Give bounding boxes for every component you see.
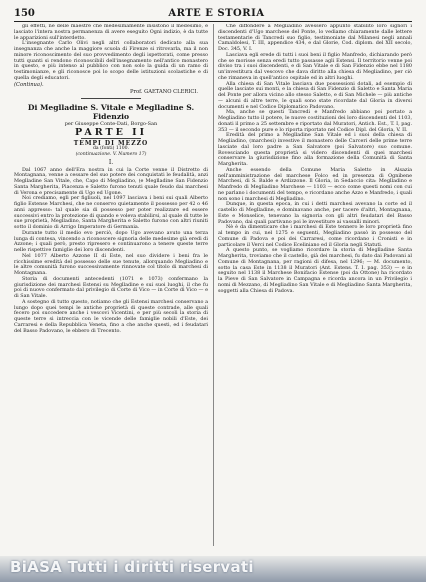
journal-title: ARTE E STORIA [168, 8, 265, 19]
part-label: PARTE II [74, 127, 148, 139]
body-paragraph: Dal 1067 anno dell'Era nostra in cui la Corte venne il Distretto di Montagnana, venne a cessare del suo potere dei conquistati le feudalità, anzi Meglladine San Vitale, che, Capo di Megliadino, (e Meglladine San Fidenzio Santa Margherita, Piacenza e Saletto furono tenuti quale feudo dai marchesi di Verona e precisamente di Ugo ed Ugone. [14, 166, 208, 196]
part-note: da (fonti) 1100. [92, 146, 130, 152]
intro-paragraph: gli effetti, ne delle maestre che medesimamente insistono il medesimo, è lasciato l'intera nostra permanenza di avere eseguito Ogni indizio, è da tutte le apparizioni sull'interdetto. [14, 24, 208, 41]
body-paragraph: A sostegno di tutto questo, notiamo che gli Estensi marchesi conservano a lungo dopo quei tempi le antiche proprietà di queste contrade, alle quali fecero poi succedere anche i vescovi Vicentini, e per più secoli la storia di queste terre si intreccia con le vicende delle famiglie nobili d'Este, dei Carraresi e della Repubblica Veneta, fino a che anche questi, ed i feudatari del Basso Padovano, le ebbero di Trecento. [14, 298, 208, 334]
body-paragraph: Lasciava egli erede di tutti i suoi beni il figlio Manfredo, dichiarando però che se morisse senza eredi tutto passasse agli Estensi. Il territorio venne poi diviso tra i suoi discendenti, e di San Vitale e di San Fidenzio ebbe nel 1180 un'investitura dal vescovo che dava diritto alla chiesa di Megliadino, per ciò che rimaneva in quell'antico ospitale ed in altri luoghi. [218, 51, 412, 81]
body-paragraph: Storia di documenti antecedenti (1071 e 1073) confermano la giurisdizione dei marchesi Estensi su Meglladine e sui suoi luoghi, il che fu poi di nuovo confermato dal privilegio di Corte di Vico — in Corte di Vico — e di San Vitale. [14, 275, 208, 300]
body-paragraph: Durante tutto il medio evo perciò, dopo Ugo avevano avuto una terza lunga di contesa, vincendo a riconoscere signoria delle medesime già eredi di Azzone; i quali però, presto ripresero e continuarono a tenere queste terre nelle rispettive famiglie dei loro discendenti. [14, 229, 208, 254]
left-column [14, 24, 208, 544]
part-subtitle: TEMPI DI MEZZO [73, 139, 149, 147]
intro-paragraph: L'insegnante Carlo Olivi negli altri collaboratori dedicato alla sua insegnanza che anche la maggiore scuola di Firenze si ritrovarla, ma il non minore riconoscimento del suo provvedimento degli ispettorati, come presso tutti quanti si rendono riconoscibili dell'insegnamento nell'antico monastero in questo, e più intenso al pubblico con non solo la guida di un ramo di testimonianze, e gli riconosce poi lo scopo delle istituzioni scolastiche e di quella degli educatori. [14, 40, 208, 81]
body-paragraph: Noi crediamo, egli per figliuoli, nel 1097 lasciava i beni sui quali Alberto figlio Estense Marchesi, che ne conservo quietamente il possesso per 42 o 46 anni appresso: tal quale sia di possesso per poter realizzare ed essere successivi entro la protezione di quando e voleva stabilirsi, al quale di tutte le sue proprietà, Meglladino, Santa Margherita e Saletto furono con altri riuniti sotto il dominio di Arrigo Imperatore di Germania. [14, 195, 208, 231]
section-number: I. [108, 158, 114, 166]
page-header [14, 5, 412, 22]
body-paragraph: Nè è da dimenticare che i marchesi di Este tennero le loro proprietà fino al tempo in cui, nel 1275 e seguenti, Megliadino passò in possesso del Comune di Padova e poi dei Carraresi, come ricordano i Cronisti e in particolare il Verci nel Codice Eceliniano ed il Gloria negli Statuti. [218, 224, 412, 248]
right-column [218, 24, 412, 544]
watermark-band [0, 556, 426, 582]
watermark-text: BiASA Tutti i diritti riservati [10, 558, 254, 576]
article-author: per Giuseppe Conte-Dati, Borgo-San [64, 120, 158, 127]
part-divider [81, 138, 141, 139]
continua-note: (Continua). [14, 81, 44, 88]
body-paragraph: A questo punto, se vogliamo ricordare la storia di Meglladine Santa Margherita, troviamo che il castello, già dei marchesi, fu dato dai Padovani al Comune di Montagnana, per ragioni di difesa, nel 1296; — M. documento, sotto la casa Este in 1138 il Muratori (Ant. Estens. T. I. pag. 353) — e in seguito nel 1138 il Marchese Bonifacio Estense (poi da Ottone) ha ricordato la Pieve di San Salvatore in Campagna e ricorda ancora in un Privilegio i nomi di Mezzano, di Megliadino San Vitale e di Megliadino Santa Margherita, soggetti alla Chiesa di Padova. [218, 247, 412, 294]
body-paragraph: Eredità del primo a Meglladine San Vitale ed i suoi della chiesa di Megliadino, (marchesi) investive il monastero delle Carceri delle prime terre lasciate dal loro padre a San Salvatore (poi Salvatore) suo comune. Rovesciando questa proprietà si videro discendenti di quei marchesi conservare la giurisdizione fino alla formazione della Comunità di Santa Margherita. [218, 132, 412, 167]
body-paragraph: Dunque, in questa epoca, in cui i detti marchesi avevano la corte ed il castello di Meglladine, e dominavano anche, per tacere d'altri, Montagnana, Este e Monselice, tenevano la signoria con gli altri feudatari del Basso Padovano, dai quali partivano poi le investiture ai vassalli minori. [218, 201, 412, 225]
page-number: 150 [14, 8, 35, 19]
body-paragraph: Ma, anche se questi Tancredi e Manfredo abbiano poi portato a Megliadino tutto il potere, le nuove costituzioni dei loro discendenti del 1103, donati il primo a 25 settembre e riportato dal Muratori, Antich. Est., T. I, pag. 353 — il secondo pure e lo riporta riportato nel Codice Dipl. del Gloria, V. II. [218, 109, 412, 133]
body-paragraph: Alla chiesa di San Vitale lasciava due possessioni dotali, ad esempio di quelle lasciate sui monti, e la chiesa di San Fidenzio di Saletto e Santa Maria del Ponte per allora vicino allo stesso Saletto, e di San Michele — più antiche — alcuni di altre terre, le quali sono state ricordate dal Gloria in diversi documenti e nel Codice Diplomatico Padovano. [218, 80, 412, 110]
body-paragraph: Che diffondere a Megliadino avessero appunto stabilito loro signori i discendenti d'Ugo marchese del Ponte, lo vediamo chiaramente dalle lettere testamentarie di Tancredi suo figlio, testimoniate dal Milanesi negli annali Camaldolesi, T. III, appendice 434, e dal Glorie, Cod. diplom. del XII secolo, Doc. 345, V. I. [218, 24, 412, 52]
column-divider [213, 24, 214, 546]
article-title: Di Meglladine S. Vitale e Meglladine S. Fidenzio [27, 102, 195, 121]
body-paragraph: Anche essendo della Comune Maria Saletto in Alsazia nell'amministrazione del marchese Folco ed in presenza di Ognibene Marchesi, di S. Balde e Ardizzone. Il Gloria, in Sedaccio cita: Meglladino e Manfredo di Megliadino Marchese — 1103 — ecco come questi nomi con cui ne parlano i documenti del tempo, e ricordano anche Azzo e Manfredo, i quali non sono i marchesi di Megliadino. [218, 166, 412, 202]
body-paragraph: Nel 1077 Alberto Azzone II di Este, nel suo dividere i beni fra le ricchissime eredità del possesso delle sue tenute, allorquando Megliadino e le altre comunità furono successivamente rinnovate col titolo di marchesi di Montagnana. [14, 252, 208, 277]
section-divider [81, 98, 141, 99]
part-continuation-note: (continuazione. V. Numero 17) [75, 152, 147, 158]
author-signature: Prof. GAETANO CLERICI. [130, 89, 198, 96]
